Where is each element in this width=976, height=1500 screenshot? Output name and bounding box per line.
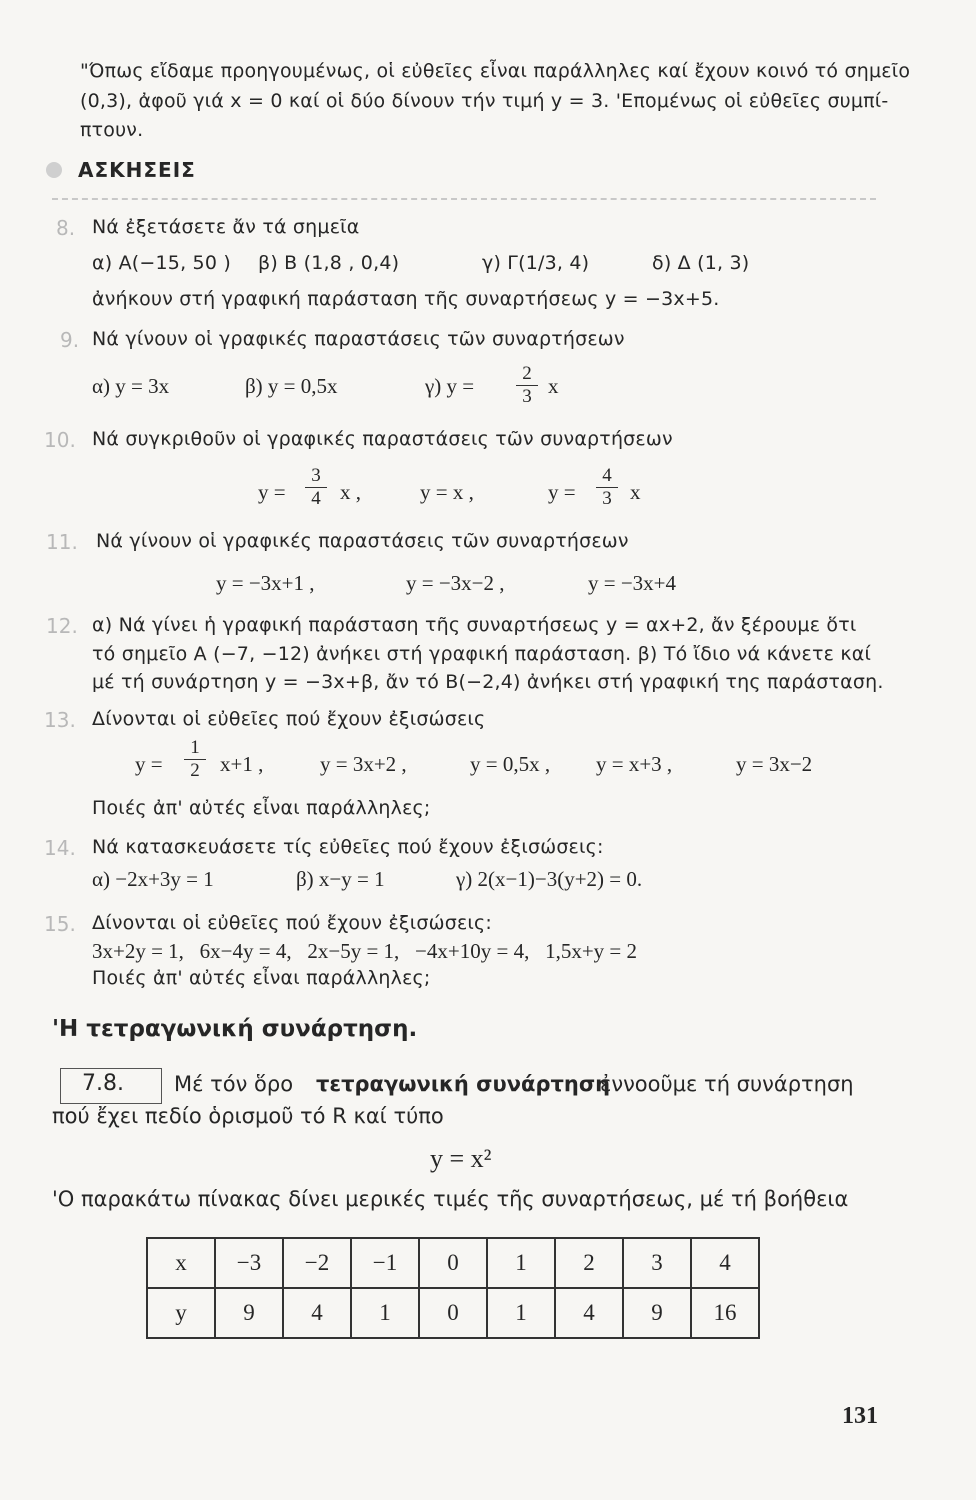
values-table (146, 1237, 760, 1339)
exercise-12-number: 12. (46, 614, 78, 638)
exercise-13-f3: y = 0,5x , (470, 752, 551, 776)
exercise-9-fraction (516, 364, 538, 407)
fraction-numerator: 3 (311, 465, 321, 486)
exercise-11-f2: y = −3x−2 , (406, 571, 505, 595)
intro-line-3: πτουν. (80, 119, 144, 141)
table-cell: −3 (215, 1238, 283, 1288)
exercise-14-a: α) −2x+3y = 1 (92, 867, 214, 891)
exercise-10-f3-pre: y = (548, 480, 576, 504)
fraction-denominator: 4 (305, 487, 327, 509)
section-line-1-bold: τετραγωνική συνάρτηση (316, 1072, 611, 1096)
section-line-1-post: ἐννοοῦμε τή συνάρτηση (600, 1072, 854, 1096)
exercise-8-c: γ) Γ(1/3, 4) (482, 252, 590, 274)
table-cell: 4 (555, 1288, 623, 1338)
exercise-14-c: γ) 2(x−1)−3(y+2) = 0. (456, 867, 643, 891)
table-cell: 3 (623, 1238, 691, 1288)
exercise-11-f1: y = −3x+1 , (216, 571, 315, 595)
table-cell: y (147, 1288, 215, 1338)
exercise-8-a: α) Α(−15, 50 ) (92, 252, 231, 274)
table-cell: 2 (555, 1238, 623, 1288)
exercise-15-number: 15. (44, 912, 76, 936)
table-row-y (147, 1288, 759, 1338)
fraction-numerator: 1 (190, 737, 200, 758)
bullet-icon (46, 162, 62, 178)
exercise-8-text: Νά ἐξετάσετε ἄν τά σημεῖα (92, 216, 360, 238)
exercise-10-f1-pre: y = (258, 480, 286, 504)
table-cell: 1 (487, 1238, 555, 1288)
exercise-13-f5: y = 3x−2 (736, 752, 813, 776)
table-cell: 16 (691, 1288, 759, 1338)
table-cell: −2 (283, 1238, 351, 1288)
exercise-13-f1-post: x+1 , (220, 752, 264, 776)
fraction-numerator: 2 (522, 363, 532, 384)
exercise-12-line-1: α) Νά γίνει ἡ γραφική παράσταση τῆς συναρτήσεως y = αx+2, ἄν ξέρουμε ὅτι (92, 614, 857, 636)
exercise-14-text: Νά κατασκευάσετε τίς εὐθεῖες πού ἔχουν ἐξισώσεις: (92, 836, 604, 858)
exercise-10-number: 10. (44, 428, 76, 452)
table-cell: x (147, 1238, 215, 1288)
exercise-10-f3-fraction (596, 466, 618, 509)
section-line-3: 'Ο παρακάτω πίνακας δίνει μερικές τιμές τῆς συναρτήσεως, μέ τή βοήθεια (52, 1187, 849, 1211)
fraction-denominator: 3 (596, 487, 618, 509)
exercise-15-text: Δίνονται οἱ εὐθεῖες πού ἔχουν ἐξισώσεις: (92, 912, 493, 934)
exercise-9-a: α) y = 3x (92, 374, 170, 398)
exercise-14-number: 14. (44, 836, 76, 860)
exercise-9-b: β) y = 0,5x (245, 374, 338, 398)
page-number: 131 (842, 1403, 878, 1429)
exercise-14-b: β) x−y = 1 (296, 867, 385, 891)
exercise-10-f2: y = x , (420, 480, 474, 504)
section-formula: y = x² (430, 1144, 492, 1173)
exercise-11-text: Νά γίνουν οἱ γραφικές παραστάσεις τῶν συναρτήσεων (96, 530, 629, 552)
table-row-x (147, 1238, 759, 1288)
fraction-denominator: 3 (516, 385, 538, 407)
exercise-10-f1-post: x , (340, 480, 361, 504)
exercise-12-line-3: μέ τή συνάρτηση y = −3x+β, ἄν τό Β(−2,4) ἀνήκει στή γραφική της παράσταση. (92, 671, 884, 693)
exercise-8-text-2: ἀνήκουν στή γραφική παράσταση τῆς συναρτήσεως y = −3x+5. (92, 288, 720, 310)
section-number: 7.8. (82, 1071, 124, 1096)
exercise-13-f1-pre: y = (135, 752, 163, 776)
table-cell: 0 (419, 1288, 487, 1338)
exercises-heading: ΑΣΚΗΣΕΙΣ (78, 158, 196, 182)
exercise-13-f2: y = 3x+2 , (320, 752, 407, 776)
intro-line-1: "Όπως εἴδαμε προηγουμένως, οἱ εὐθεῖες εἶναι παράλληλες καί ἔχουν κοινό τό σημεῖο (80, 60, 911, 82)
exercise-15-question: Ποιές ἀπ' αὐτές εἶναι παράλληλες; (92, 967, 431, 989)
exercise-10-text: Νά συγκριθοῦν οἱ γραφικές παραστάσεις τῶν συναρτήσεων (92, 428, 673, 450)
table-cell: 1 (487, 1288, 555, 1338)
exercise-11-number: 11. (46, 530, 78, 554)
table-cell: 9 (215, 1288, 283, 1338)
exercise-11-f3: y = −3x+4 (588, 571, 677, 595)
exercise-9-text: Νά γίνουν οἱ γραφικές παραστάσεις τῶν συναρτήσεων (92, 328, 625, 350)
table-cell: 4 (283, 1288, 351, 1338)
exercise-8-number: 8. (56, 216, 76, 240)
exercise-13-question: Ποιές ἀπ' αὐτές εἶναι παράλληλες; (92, 797, 431, 819)
fraction-numerator: 4 (602, 465, 612, 486)
table-cell: 4 (691, 1238, 759, 1288)
fraction-denominator: 2 (184, 759, 206, 781)
section-title: 'Η τετραγωνική συνάρτηση. (52, 1016, 418, 1042)
exercise-10-f1-fraction (305, 466, 327, 509)
section-line-2: πού ἔχει πεδίο ὁρισμοῦ τό R καί τύπο (52, 1104, 444, 1128)
exercise-12-line-2: τό σημεῖο Α (−7, −12) ἀνήκει στή γραφική παράσταση. β) Τό ἴδιο νά κάνετε καί (92, 643, 872, 665)
intro-line-2: (0,3), ἀφοῦ γιά x = 0 καί οἱ δύο δίνουν τήν τιμή y = 3. 'Επομένως οἱ εὐθεῖες συμπί- (80, 90, 889, 112)
exercise-13-f1-fraction (184, 738, 206, 781)
table-cell: 0 (419, 1238, 487, 1288)
exercise-8-d: δ) Δ (1, 3) (652, 252, 750, 274)
exercise-13-number: 13. (44, 708, 76, 732)
exercise-9-number: 9. (60, 328, 80, 352)
exercise-8-b: β) Β (1,8 , 0,4) (258, 252, 400, 274)
exercise-13-f4: y = x+3 , (596, 752, 673, 776)
table-cell: 9 (623, 1288, 691, 1338)
divider (52, 198, 876, 200)
exercise-15-equations: 3x+2y = 1, 6x−4y = 4, 2x−5y = 1, −4x+10y = 4, 1,5x+y = 2 (92, 939, 638, 963)
exercise-10-f3-post: x (630, 480, 641, 504)
table-cell: 1 (351, 1288, 419, 1338)
section-line-1-pre: Μέ τόν ὅρο (174, 1072, 294, 1096)
exercise-9-c-x: x (548, 374, 559, 398)
exercise-13-text: Δίνονται οἱ εὐθεῖες πού ἔχουν ἐξισώσεις (92, 708, 486, 730)
exercise-9-c: γ) y = (425, 374, 475, 398)
table-cell: −1 (351, 1238, 419, 1288)
